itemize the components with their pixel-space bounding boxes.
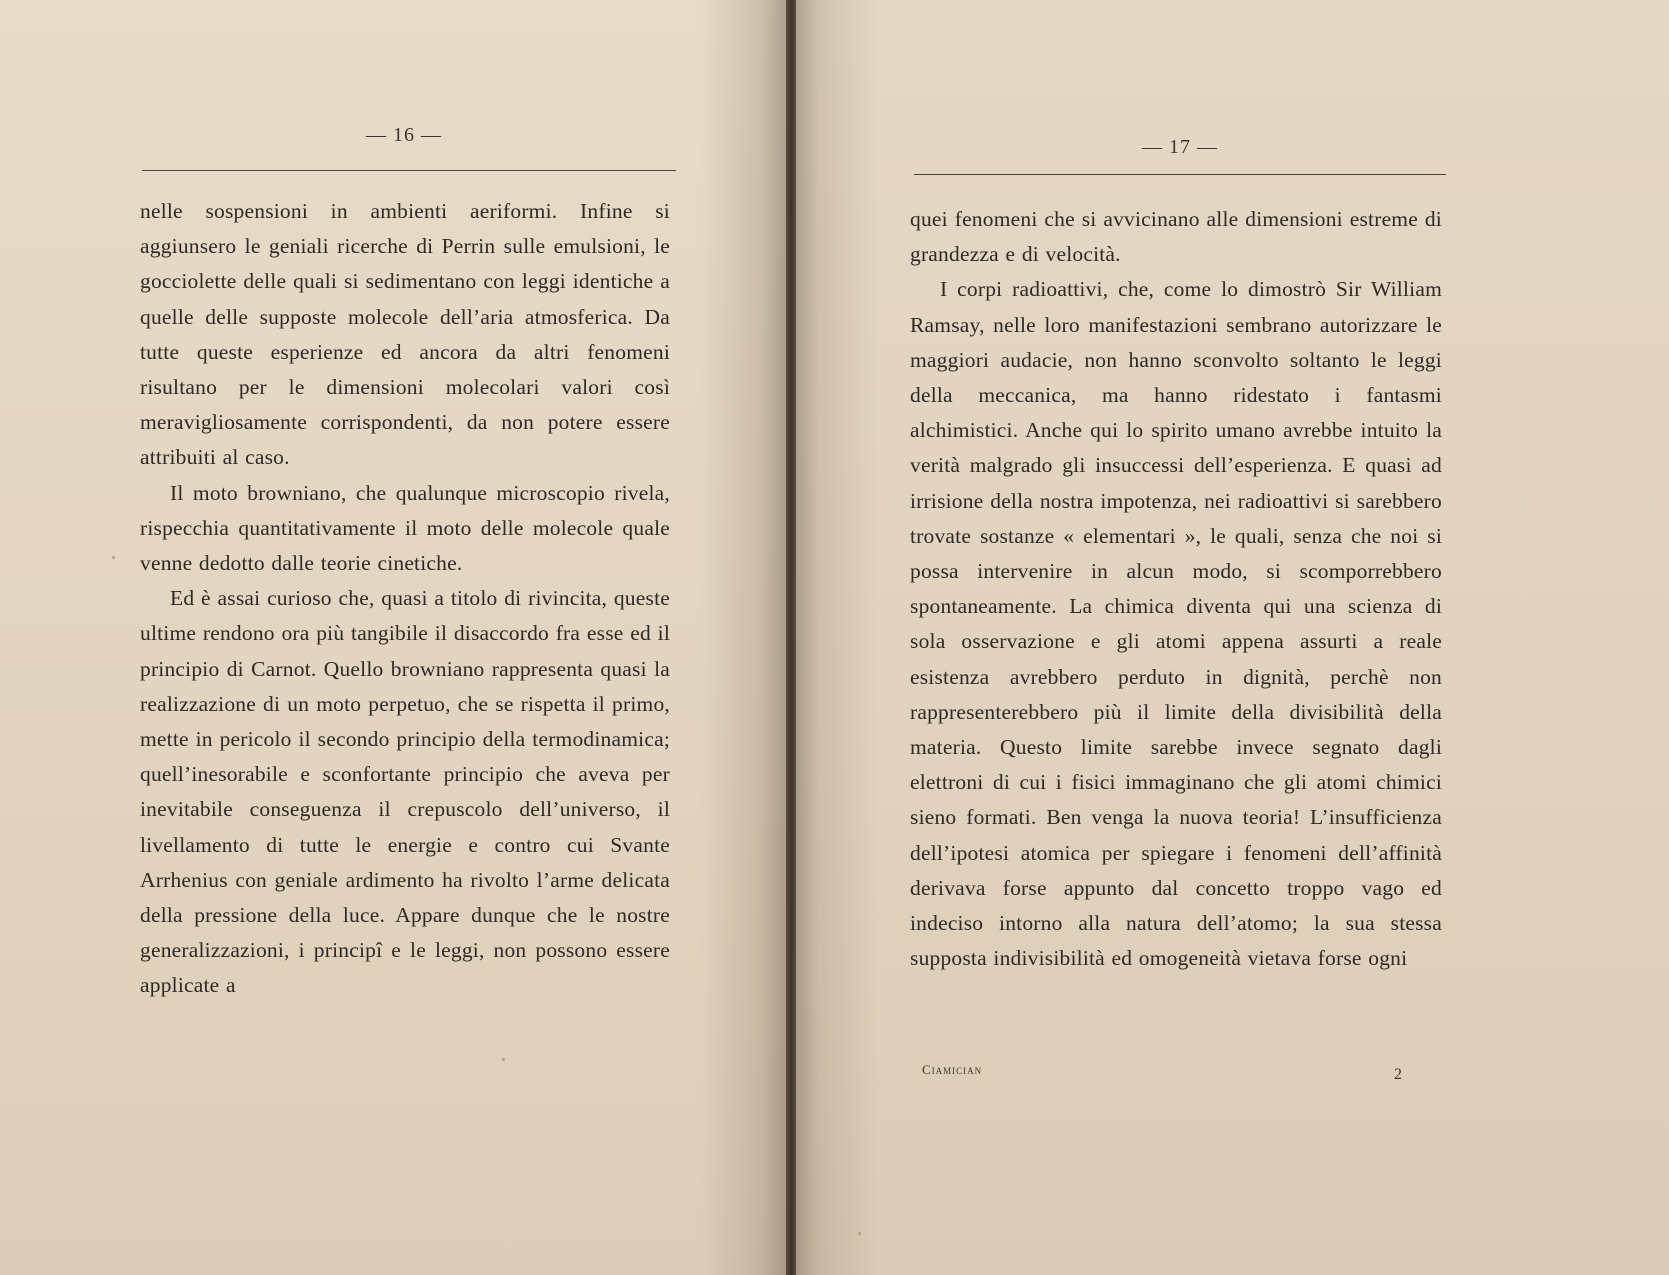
right-page	[796, 0, 1669, 1275]
paragraph: Ed è assai curioso che, quasi a titolo di rivincita, queste ultime rendono ora più tangibile il disaccordo fra esse ed il principio di Carnot. Quello browniano rappresenta quasi la realizzazione di un moto perpetuo, che se rispetta il primo, mette in pericolo il secondo principio della termodinamica; quell’inesorabile e sconfortante principio che aveva per inevitabile conseguenza il crepuscolo dell’universo, il livellamento di tutte le energie e contro cui Svante Arrhenius con geniale ardimento ha rivolto l’arme delicata della pressione della luce. Appare dunque che le nostre generalizzazioni, i principî e le leggi, non possono essere applicate a	[140, 586, 670, 998]
paper-speck	[858, 1232, 861, 1235]
left-page-text	[140, 194, 670, 1004]
signature-footer: Ciamician	[922, 1062, 983, 1077]
page-number-left: — 16 —	[366, 124, 442, 146]
signature-mark: 2	[1394, 1066, 1402, 1083]
header-rule-right	[914, 174, 1446, 175]
right-page-text	[910, 202, 1442, 976]
header-rule-left	[142, 170, 676, 171]
paragraph: quei fenomeni che si avvicinano alle dimensioni estreme di grandezza e di velocità.	[910, 207, 1442, 267]
paragraph: Il moto browniano, che qualunque microscopio rivela, rispecchia quantitativamente il moto delle molecole quale venne dedotto dalle teorie cinetiche.	[140, 480, 670, 576]
left-page	[0, 0, 788, 1275]
paper-speck	[112, 556, 115, 559]
paper-speck	[502, 1058, 505, 1061]
paragraph: nelle sospensioni in ambienti aeriformi. Infine si aggiunsero le geniali ricerche di Perrin sulle emulsioni, le gocciolette delle quali si sedimentano con leggi identiche a quelle delle supposte molecole dell’aria atmosferica. Da tutte queste esperienze ed ancora da altri fenomeni risultano per le dimensioni molecolari valori così meravigliosamente corrispondenti, da non potere essere attribuiti al caso.	[140, 199, 670, 470]
page-number-right: — 17 —	[1142, 136, 1218, 158]
paragraph: I corpi radioattivi, che, come lo dimostrò Sir William Ramsay, nelle loro manifestazioni sembrano autorizzare le maggiori audacie, non hanno sconvolto soltanto le leggi della meccanica, ma hanno ridestato i fantasmi alchimistici. Anche qui lo spirito umano avrebbe intuito la verità malgrado gli insuccessi dell’esperienza. E quasi ad irrisione della nostra impotenza, nei radioattivi si sarebbero trovate sostanze « elementari », le quali, senza che noi si possa intervenire in alcun modo, si scomporrebbero spontaneamente. La chimica diventa qui una scienza di sola osservazione e gli atomi appena assurti a reale esistenza avrebbero perduto in dignità, perchè non rappresenterebbero più il limite della divisibilità della materia. Questo limite sarebbe invece segnato dagli elettroni di cui i fisici immaginano che gli atomi chimici sieno formati. Ben venga la nuova teoria! L’insufficienza dell’ipotesi atomica per spiegare i fenomeni dell’affinità derivava forse appunto dal concetto troppo vago ed indeciso intorno alla natura dell’atomo; la sua stessa supposta indivisibilità ed omogeneità vietava forse ogni	[910, 277, 1442, 971]
